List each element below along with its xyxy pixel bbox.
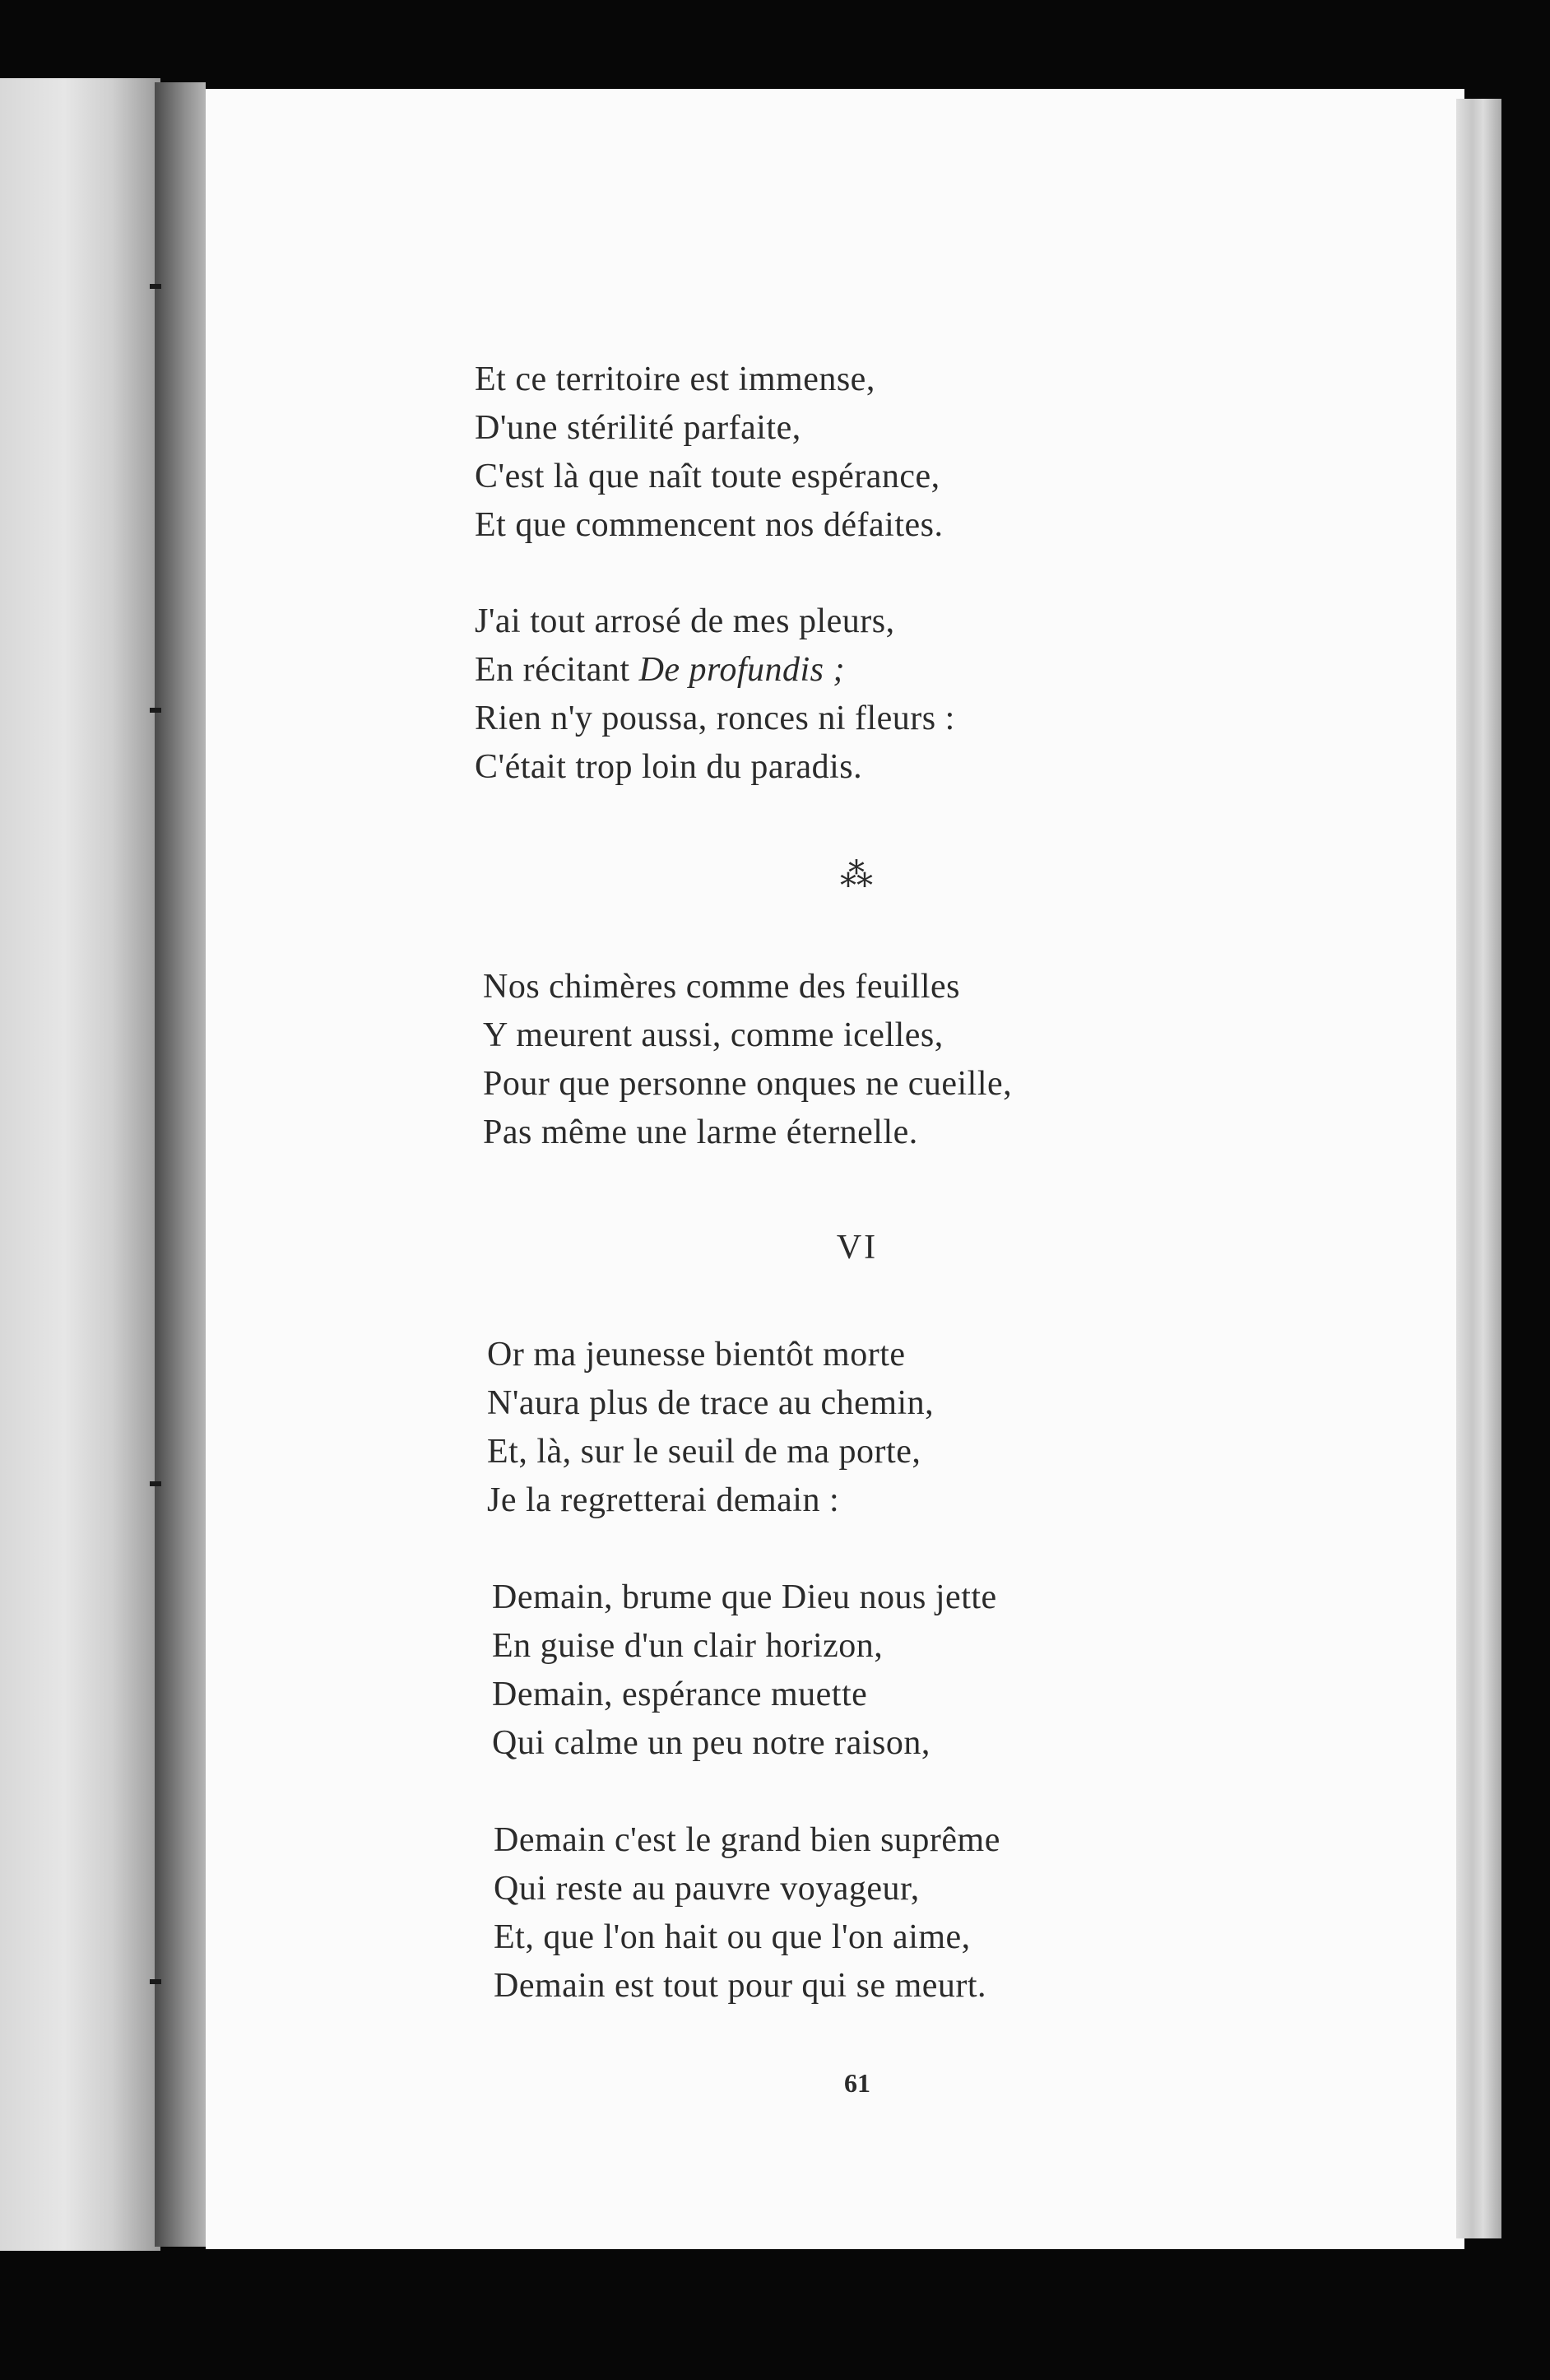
asterism-separator: ⁂ [840,857,875,894]
italic-latin-phrase: De profundis ; [638,651,846,689]
verse-line: Demain, espérance muette [492,1676,868,1713]
verse-line: Rien n'y poussa, ronces ni fleurs : [475,700,955,737]
verse-line: Or ma jeunesse bientôt morte [487,1336,906,1374]
verse-line: C'est là que naît toute espérance, [475,458,940,495]
verse-line: Et ce territoire est immense, [475,360,875,398]
verse-line: Et que commencent nos défaites. [475,506,944,544]
stanza-3 [483,963,1012,1157]
verse-line: Qui calme un peu notre raison, [492,1724,930,1762]
verse-line: Et, là, sur le seuil de ma porte, [487,1433,921,1471]
section-number: VI [836,1229,879,1267]
verse-line: Y meurent aussi, comme icelles, [483,1016,944,1054]
verse-line: Et, que l'on hait ou que l'on aime, [494,1918,971,1956]
verse-line: Qui reste au pauvre voyageur, [494,1870,920,1908]
verse-line: N'aura plus de trace au chemin, [487,1384,935,1422]
verse-line: Pas même une larme éternelle. [483,1113,918,1151]
verse-line: Pour que personne onques ne cueille, [483,1065,1013,1103]
page-number: 61 [844,2068,870,2098]
verse-line: Demain est tout pour qui se meurt. [494,1967,987,2005]
verse-line: Je la regretterai demain : [487,1481,840,1519]
verse-line: C'était trop loin du paradis. [475,748,863,786]
stanza-2 [475,597,955,792]
verse-line: Nos chimères comme des feuilles [483,968,960,1006]
verse-line: J'ai tout arrosé de mes pleurs, [475,602,895,640]
verse-line: En guise d'un clair horizon, [492,1627,884,1665]
verse-line: Demain, brume que Dieu nous jette [492,1578,997,1616]
stanza-1 [475,356,943,550]
stanza-5 [492,1573,997,1768]
verse-line: Demain c'est le grand bien suprême [494,1821,1000,1859]
stanza-4 [487,1331,934,1525]
verse-text: En récitant [475,651,630,689]
verse-line [475,646,955,695]
stanza-6 [494,1816,1000,2010]
verse-line: D'une stérilité parfaite, [475,409,801,447]
